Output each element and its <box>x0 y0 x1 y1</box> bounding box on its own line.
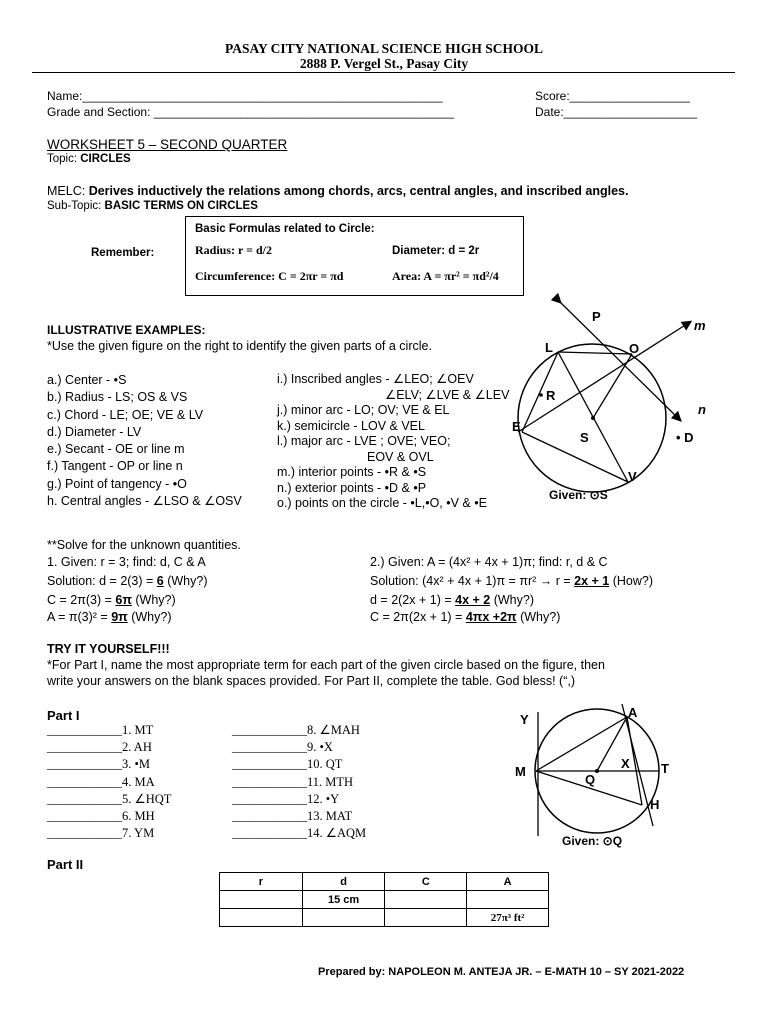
table-cell[interactable] <box>220 909 303 927</box>
label-y: Y <box>520 712 529 727</box>
label-v: V <box>628 469 637 484</box>
label-m: m <box>694 318 706 333</box>
label-l: L <box>545 340 553 355</box>
table-cell[interactable] <box>385 909 467 927</box>
grade-section-field[interactable]: Grade and Section: _____________________________________________ <box>47 105 455 119</box>
answer-item[interactable]: ____________3. •M <box>47 757 150 772</box>
name-field[interactable]: Name:______________________________________________________ <box>47 89 443 103</box>
worksheet-title: WORKSHEET 5 – SECOND QUARTER <box>47 137 288 152</box>
circumference-formula: Circumference: C = 2πr = πd <box>195 269 344 283</box>
label-r: R <box>546 388 556 403</box>
example-item: g.) Point of tangency - •O <box>47 476 187 491</box>
table-header-cell: d <box>302 873 385 891</box>
topic-line: Topic: CIRCLES <box>47 153 131 165</box>
answer-item[interactable]: ____________5. ∠HQT <box>47 791 172 806</box>
table-header-row <box>220 873 549 891</box>
example-item: b.) Radius - LS; OS & VS <box>47 390 188 405</box>
problem-2-given: 2.) Given: A = (4x² + 4x + 1)π; find: r, d & C <box>370 555 608 569</box>
answer-item[interactable]: ____________14. ∠AQM <box>232 826 367 841</box>
example-item: d.) Diameter - LV <box>47 424 142 439</box>
figure-2-caption: Given: ⊙Q <box>562 834 623 848</box>
table-header-cell: C <box>385 873 467 891</box>
table-cell[interactable] <box>385 891 467 909</box>
problem-2-solution-d: d = 2(2x + 1) = 4x + 2 (Why?) <box>370 593 534 607</box>
table-row <box>220 909 549 927</box>
try-heading: TRY IT YOURSELF!!! <box>47 642 170 656</box>
answer-item[interactable]: ____________7. YM <box>47 826 155 841</box>
answer-item[interactable]: ____________10. QT <box>232 757 343 772</box>
label-t: T <box>661 761 669 776</box>
footer-credit: Prepared by: NAPOLEON M. ANTEJA JR. – E-MATH 10 – SY 2021-2022 <box>318 966 685 978</box>
example-item: f.) Tangent - OP or line n <box>47 459 183 474</box>
problem-1-given: 1. Given: r = 3; find: d, C & A <box>47 555 206 569</box>
label-x: X <box>621 756 630 771</box>
label-d: • D <box>676 430 694 445</box>
table-header-cell: A <box>467 873 549 891</box>
problem-2-solution-r: Solution: (4x² + 4x + 1)π = πr² → r = 2x + 1 (How?) <box>370 574 654 588</box>
label-p: P <box>592 309 601 324</box>
example-item: h. Central angles - ∠LSO & ∠OSV <box>47 494 242 509</box>
school-address: 2888 P. Vergel St., Pasay City <box>299 56 469 71</box>
answer-item[interactable]: ____________8. ∠MAH <box>232 723 360 737</box>
formula-box-title: Basic Formulas related to Circle: <box>195 223 375 235</box>
answer-item[interactable]: ____________12. •Y <box>232 791 340 806</box>
answer-item[interactable]: ____________13. MAT <box>232 809 353 824</box>
example-item: j.) minor arc - LO; OV; VE & EL <box>277 403 450 417</box>
radius-formula: Radius: r = d/2 <box>195 243 272 257</box>
answer-item[interactable]: ____________6. MH <box>47 809 155 824</box>
illustrative-instruction: *Use the given figure on the right to identify the given parts of a circle. <box>47 339 432 353</box>
part-2-table <box>219 872 549 927</box>
remember-label: Remember: <box>91 247 155 259</box>
figure-1-caption: Given: ⊙S <box>549 488 608 502</box>
subtopic-line: Sub-Topic: BASIC TERMS ON CIRCLES <box>47 200 258 212</box>
label-s: S <box>580 430 589 445</box>
table-cell[interactable] <box>467 891 549 909</box>
diameter-formula: Diameter: d = 2r <box>392 245 480 257</box>
label-m: M <box>515 764 526 779</box>
answer-item[interactable]: ____________11. MTH <box>232 774 354 789</box>
chord-ma <box>536 717 627 771</box>
answer-item[interactable]: ____________9. •X <box>232 740 333 755</box>
label-q: Q <box>585 772 596 787</box>
example-item: o.) points on the circle - •L,•O, •V & •E <box>277 496 487 510</box>
label-h: H <box>650 797 660 812</box>
example-item: k.) semicircle - LOV & VEL <box>277 418 425 433</box>
area-formula: Area: A = πr² = πd²/4 <box>392 269 499 283</box>
problem-1-solution-c: C = 2π(3) = 6π (Why?) <box>47 593 176 607</box>
problem-1-solution-a: A = π(3)² = 9π (Why?) <box>47 610 172 624</box>
try-instruction-1: *For Part I, name the most appropriate term for each part of the given circle based on the figure, then <box>47 658 605 672</box>
problem-1-solution-d: Solution: d = 2(3) = 6 (Why?) <box>47 574 208 588</box>
solve-heading: **Solve for the unknown quantities. <box>47 538 241 552</box>
answer-item[interactable]: ____________2. AH <box>47 740 152 755</box>
table-cell[interactable] <box>302 909 385 927</box>
table-cell: 15 cm <box>302 891 385 909</box>
label-a: A <box>628 705 638 720</box>
example-item: i.) Inscribed angles - ∠LEO; ∠OEV <box>277 372 474 386</box>
example-item: l.) major arc - LVE ; OVE; VEO; <box>277 434 451 448</box>
center-point-q <box>595 769 599 773</box>
answer-item[interactable]: ____________1. MT <box>47 723 154 737</box>
label-e: E <box>512 419 521 434</box>
date-field[interactable]: Date:____________________ <box>535 105 698 119</box>
example-item: c.) Chord - LE; OE; VE & LV <box>47 407 204 422</box>
table-row <box>220 891 549 909</box>
example-item: e.) Secant - OE or line m <box>47 442 185 457</box>
answer-item[interactable]: ____________4. MA <box>47 774 155 789</box>
example-item: n.) exterior points - •D & •P <box>277 480 427 495</box>
example-item: a.) Center - •S <box>47 373 127 387</box>
illustrative-heading: ILLUSTRATIVE EXAMPLES: <box>47 323 206 337</box>
try-instruction-2: write your answers on the blank spaces provided. For Part II, complete the table. God bless! (“,) <box>47 674 576 688</box>
table-header-cell: r <box>220 873 303 891</box>
example-item: m.) interior points - •R & •S <box>277 465 427 479</box>
label-n: n <box>698 402 706 417</box>
table-cell: 27π³ ft² <box>467 909 549 927</box>
example-item: ∠ELV; ∠LVE & ∠LEV <box>385 387 510 402</box>
label-o: O <box>629 341 640 356</box>
problem-2-solution-c: C = 2π(2x + 1) = 4πx +2π (Why?) <box>370 610 561 624</box>
example-item: EOV & OVL <box>367 449 434 464</box>
part-1-heading: Part I <box>47 708 80 723</box>
school-name: PASAY CITY NATIONAL SCIENCE HIGH SCHOOL <box>225 41 543 56</box>
score-field[interactable]: Score:__________________ <box>535 89 690 103</box>
part-2-heading: Part II <box>47 857 84 872</box>
melc-line: MELC: Derives inductively the relations among chords, arcs, central angles, and inscribed angles. <box>47 184 629 198</box>
table-cell[interactable] <box>220 891 303 909</box>
